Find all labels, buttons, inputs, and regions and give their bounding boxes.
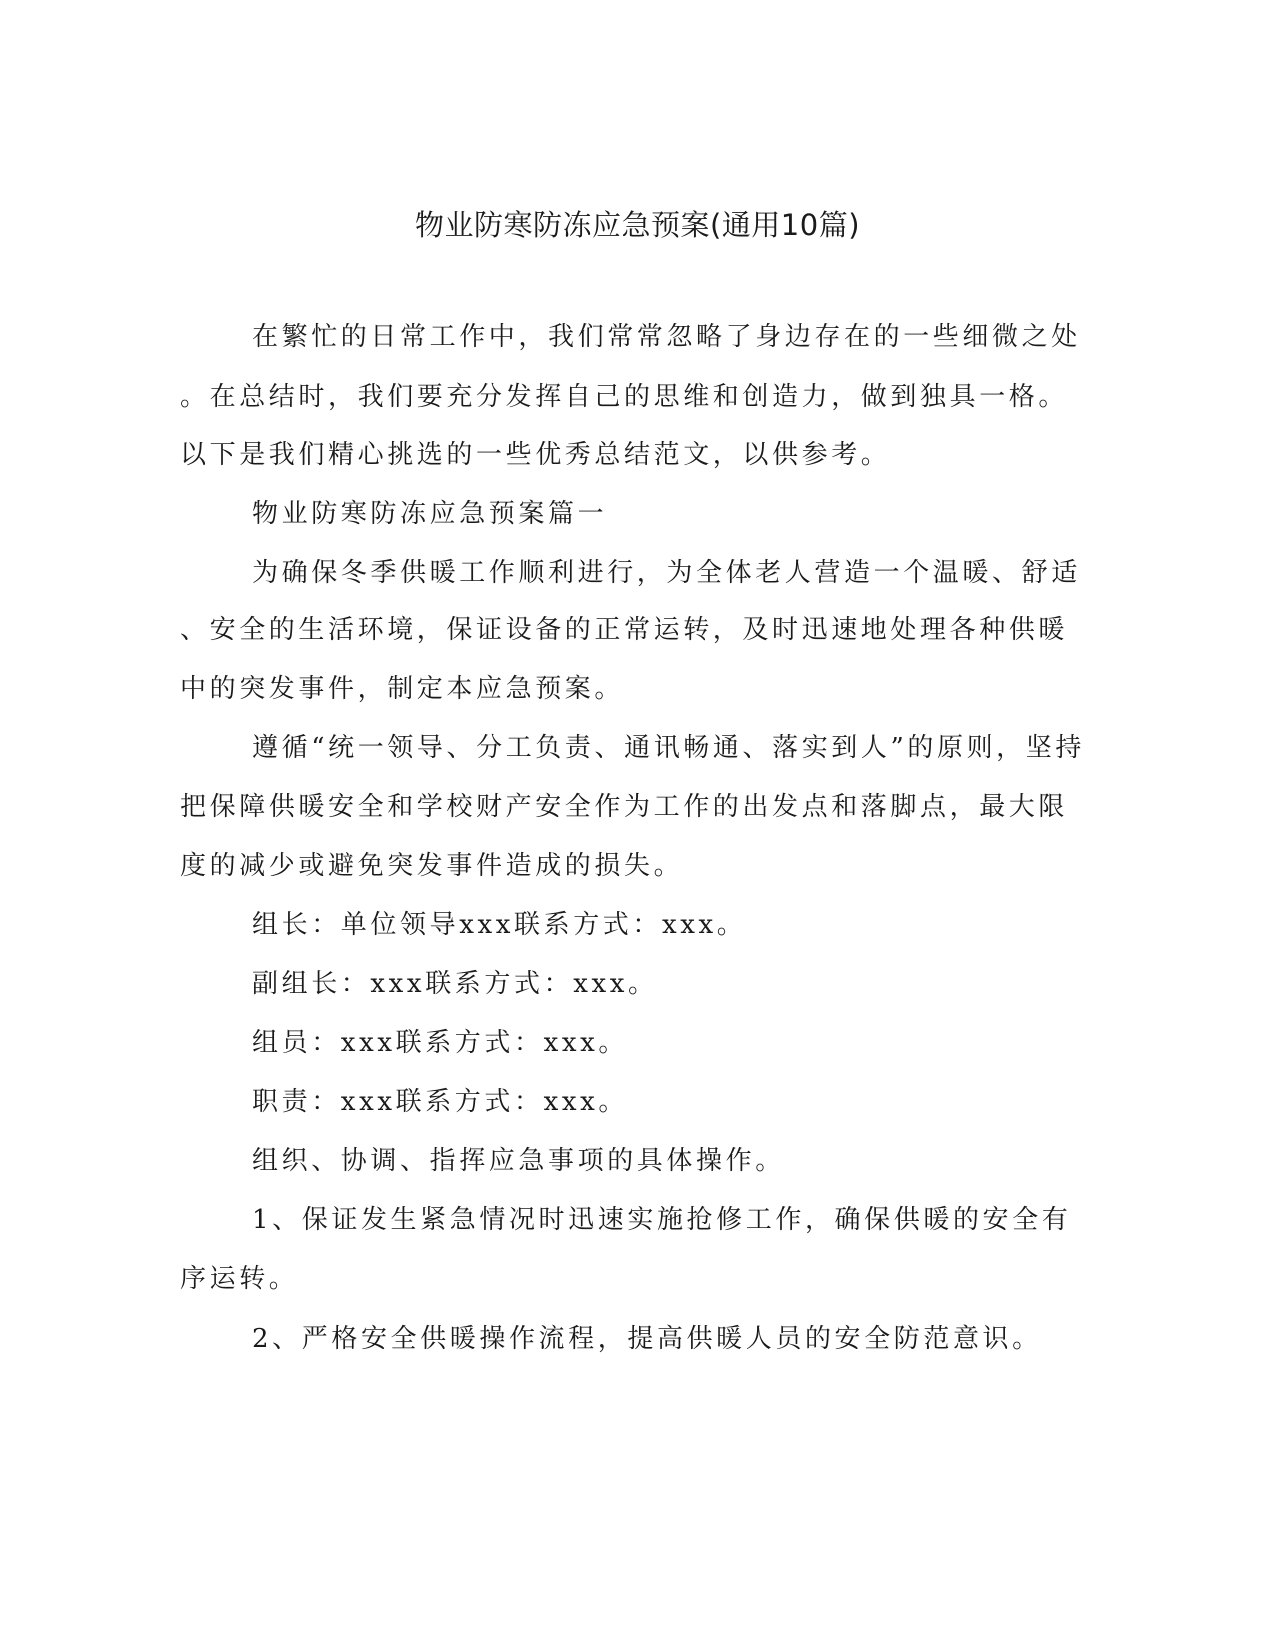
- paragraph-line: 度的减少或避免突发事件造成的损失。: [180, 851, 684, 881]
- list-item-1-line-1: 1、保证发生紧急情况时迅速实施抢修工作，确保供暖的安全有: [252, 1205, 1072, 1235]
- section-heading-1: 物业防寒防冻应急预案篇一: [252, 499, 608, 529]
- paragraph-line: 遵循“统一领导、分工负责、通讯畅通、落实到人”的原则，坚持: [252, 733, 1085, 763]
- paragraph-line: 组织、协调、指挥应急事项的具体操作。: [252, 1146, 785, 1176]
- list-item-2: 2、严格安全供暖操作流程，提高供暖人员的安全防范意识。: [252, 1324, 1042, 1354]
- duties-line: 职责：xxx联系方式：xxx。: [252, 1087, 628, 1117]
- member-line: 组员：xxx联系方式：xxx。: [252, 1028, 628, 1058]
- intro-line-3: 以下是我们精心挑选的一些优秀总结范文，以供参考。: [180, 440, 891, 470]
- intro-line-2: 。在总结时，我们要充分发挥自己的思维和创造力，做到独具一格。: [180, 382, 1069, 412]
- paragraph-line: 把保障供暖安全和学校财产安全作为工作的出发点和落脚点，最大限: [180, 792, 1069, 822]
- paragraph-line: 为确保冬季供暖工作顺利进行，为全体老人营造一个温暖、舒适: [252, 558, 1081, 588]
- paragraph-line: 、安全的生活环境，保证设备的正常运转，及时迅速地处理各种供暖: [180, 615, 1069, 645]
- team-leader-line: 组长：单位领导xxx联系方式：xxx。: [252, 910, 747, 940]
- paragraph-line: 中的突发事件，制定本应急预案。: [180, 674, 625, 704]
- document-title: 物业防寒防冻应急预案(通用10篇): [414, 208, 861, 242]
- list-item-1-line-2: 序运转。: [180, 1264, 299, 1294]
- deputy-leader-line: 副组长：xxx联系方式：xxx。: [252, 969, 658, 999]
- intro-line-1: 在繁忙的日常工作中，我们常常忽略了身边存在的一些细微之处: [252, 322, 1081, 352]
